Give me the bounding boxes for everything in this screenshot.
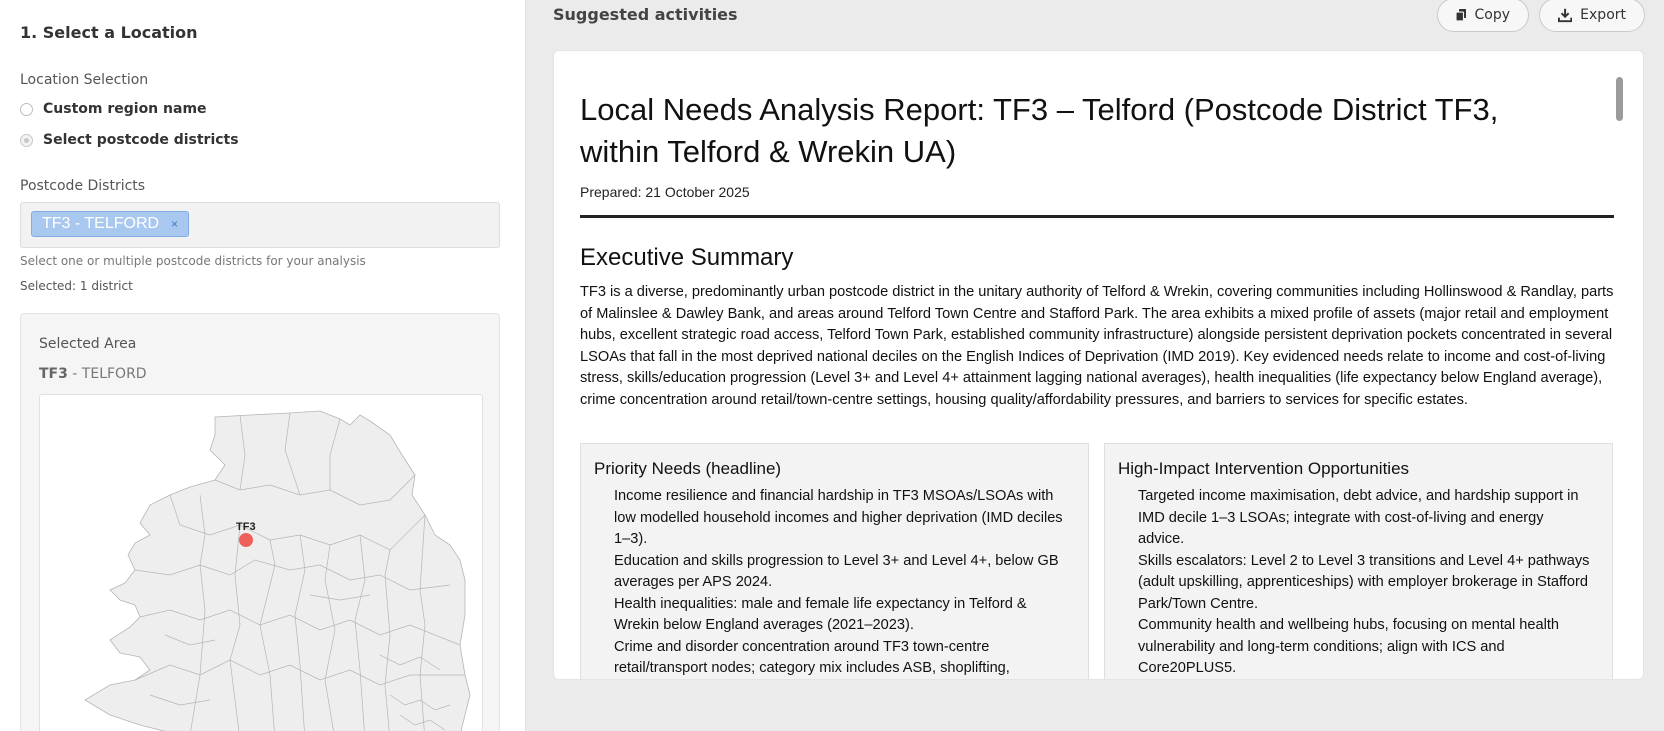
list-item: Crime and disorder concentration around TF3 town-centre retail/transport nodes; category mix includes ASB, shoplifting, <box>614 638 1010 676</box>
copy-icon <box>1456 7 1466 23</box>
report-prepared-date: Prepared: 21 October 2025 <box>580 184 750 200</box>
list-item: Community health and wellbeing hubs, focusing on mental health vulnerability and long-term conditions; align with ICS and Core20PLUS5. <box>1138 617 1560 676</box>
radio-custom-region[interactable] <box>20 101 207 117</box>
export-label: Export <box>1580 7 1626 23</box>
map-marker-label: TF3 <box>236 521 256 533</box>
priority-needs-card <box>580 443 1089 680</box>
postcode-districts-label: Postcode Districts <box>20 178 146 194</box>
map[interactable] <box>39 394 483 731</box>
postcode-multiselect[interactable] <box>20 202 500 248</box>
selected-area-box <box>20 313 500 731</box>
help-text: Select one or multiple postcode districts for your analysis <box>20 254 366 268</box>
chip-label: TF3 - TELFORD <box>42 215 160 232</box>
intervention-title: High-Impact Intervention Opportunities <box>1118 459 1410 478</box>
location-panel <box>0 0 526 731</box>
report-scrollbar[interactable] <box>1616 77 1623 121</box>
list-item: Health inequalities: male and female life expectancy in Telford & Wrekin below England averages (2021–2023). <box>614 595 1027 633</box>
radio-postcode-label: Select postcode districts <box>43 132 239 148</box>
selected-district-chip[interactable] <box>31 211 189 237</box>
report-title: Local Needs Analysis Report: TF3 – Telford (Postcode District TF3, within Telford & Wrekin UA) <box>580 92 1499 169</box>
selected-count: Selected: 1 district <box>20 279 133 293</box>
list-item: Skills escalators: Level 2 to Level 3 transitions and Level 4+ pathways (adult upskilling, apprenticeships) with employer brokerage in Stafford Park/Town Centre. <box>1138 552 1590 612</box>
radio-custom-label: Custom region name <box>43 101 207 117</box>
list-item: Education and skills progression to Level 3+ and Level 4+, below GB averages per APS 2024. <box>614 552 1059 590</box>
copy-label: Copy <box>1474 7 1510 23</box>
selected-area-subtitle <box>39 366 147 382</box>
report-divider <box>580 215 1614 218</box>
report-document[interactable] <box>553 50 1644 680</box>
list-item: Income resilience and financial hardship in TF3 MSOAs/LSOAs with low modelled household incomes and higher deprivation (IMD deciles 1–3). <box>614 488 1063 547</box>
export-button[interactable] <box>1539 0 1645 32</box>
download-icon <box>1558 7 1572 23</box>
copy-button[interactable] <box>1437 0 1529 32</box>
executive-summary-heading: Executive Summary <box>580 244 794 271</box>
executive-summary-text: TF3 is a diverse, predominantly urban postcode district in the unitary authority of Telford & Wrekin, covering communities including Hollinswood & Randlay, parts of Malinslee & Dawley Bank, and areas around Telford Town Centre and Stafford Park. The area exhibits a mixed profile of assets (major retail and employment hubs, excellent strategic road access, Telford Town Park, established community infrastructure) alongside persistent deprivation pockets concentrated in several LSOAs that fall in the most deprived national deciles on the English Indices of Deprivation (IMD 2019). Key evidenced needs relate to income and cost-of-living stress, skills/education progression (Level 3+ and Level 4+ attainment lagging national averages), health inequalities (life expectancy below England average), crime concentration around retail/town-centre settings, housing quality/affordability pressures, and barriers to services for specific estates. <box>580 284 1614 408</box>
step-title: 1. Select a Location <box>20 23 198 42</box>
radio-custom-circle[interactable] <box>20 103 33 116</box>
intervention-card <box>1104 443 1613 680</box>
priority-needs-list <box>614 486 1069 680</box>
selected-area-code: TF3 <box>39 366 68 382</box>
intervention-list <box>1138 486 1593 680</box>
selected-area-title: Selected Area <box>39 336 137 352</box>
selected-area-name: - TELFORD <box>67 366 147 382</box>
location-selection-label: Location Selection <box>20 72 149 88</box>
map-svg[interactable] <box>40 395 483 731</box>
suggested-activities-title: Suggested activities <box>553 5 738 24</box>
list-item: Targeted income maximisation, debt advice, and hardship support in IMD decile 1–3 LSOAs; integrate with cost-of-living and energy advice. <box>1138 488 1579 547</box>
radio-postcode-circle[interactable] <box>20 134 33 147</box>
map-marker-tf3[interactable] <box>239 533 253 547</box>
chip-remove-icon[interactable]: × <box>171 217 179 231</box>
priority-needs-title: Priority Needs (headline) <box>594 459 782 478</box>
radio-postcode-districts[interactable] <box>20 132 239 148</box>
